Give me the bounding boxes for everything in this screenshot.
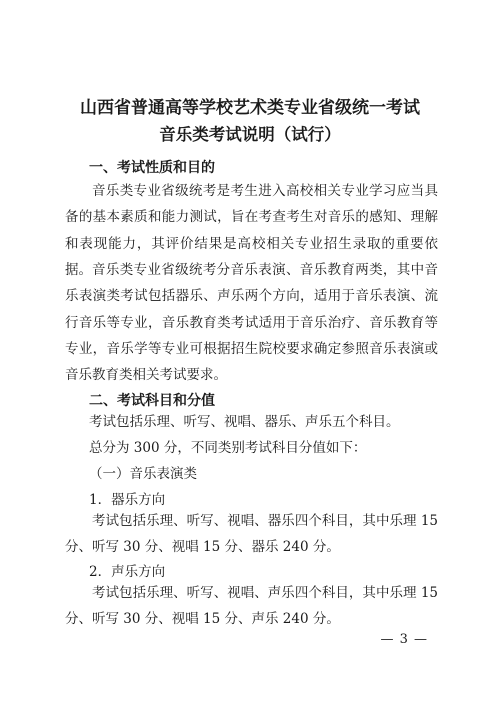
total-score-line: 总分为 300 分，不同类别考试科目分值如下： <box>89 440 367 456</box>
item-title-vocal: 2．声乐方向 <box>89 564 166 580</box>
document-subtitle: 音乐类考试说明（试行） <box>159 125 341 144</box>
subjects-line: 考试包括乐理、听写、视唱、器乐、声乐五个科目。 <box>89 414 400 430</box>
paragraph-instrumental: 考试包括乐理、听写、视唱、器乐四个科目，其中乐理 15 分、听写 30 分、视唱 15 分、器乐 240 分。 <box>65 513 438 556</box>
paragraph-categories: 音乐类专业省级统考分音乐表演、音乐教育两类，其中音乐表演类考试包括器乐、声乐两个方向，适用于音乐表演、流行音乐等专业，音乐教育类考试适用于音乐治疗、音乐教育等专业，音乐学等专业可根据招生院校要求确定参照音乐表演或音乐教育类相关考试要求。 <box>65 262 438 384</box>
document-title: 山西省普通高等学校艺术类专业省级统一考试 <box>80 98 420 118</box>
paragraph-vocal: 考试包括乐理、听写、视唱、声乐四个科目，其中乐理 15 分、听写 30 分、视唱 15 分、声乐 240 分。 <box>65 585 438 628</box>
item-title-instrumental: 1．器乐方向 <box>89 492 166 508</box>
page-number: — 3 — <box>380 632 428 647</box>
subsection-heading-performance: （一）音乐表演类 <box>89 466 197 482</box>
paragraph-purpose: 音乐类专业省级统考是考生进入高校相关专业学习应当具备的基本素质和能力测试，旨在考查考生对音乐的感知、理解和表现能力，其评价结果是高校相关专业招生录取的重要依据。 <box>65 183 438 278</box>
section-heading-subjects: 二、考试科目和分值 <box>89 393 215 409</box>
section-heading-purpose: 一、考试性质和目的 <box>89 160 215 176</box>
